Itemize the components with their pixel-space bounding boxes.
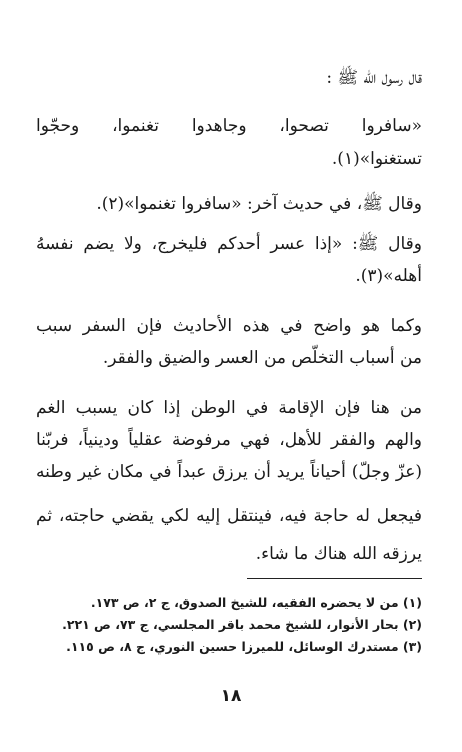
- body-line: أهله»(٣).: [355, 266, 422, 286]
- body-line: وكما هو واضح في هذه الأحاديث فإن السفر سبب: [36, 316, 422, 336]
- body-line: وقال ﷺ، في حديث آخر: «سافروا تغنموا»(٢).: [96, 194, 422, 214]
- body-line: والهم والفقر للأهل، فهي مرفوضة عقلياً ودينياً، فربّنا: [36, 430, 422, 450]
- body-line: «سافروا تصحوا، وجاهدوا تغنموا، وحجّوا: [36, 116, 422, 136]
- body-line: تستغنوا»(١).: [331, 149, 422, 169]
- body-line: يرزقه الله هناك ما شاء.: [255, 544, 422, 564]
- page-number: ١٨: [220, 686, 242, 706]
- body-line: وقال ﷺ: «إذا عسر أحدكم فليخرج، ولا يضم نفسهُ: [36, 234, 422, 254]
- footnote-separator: [247, 578, 422, 579]
- body-line: قال رسول الله ﷺ :: [326, 68, 422, 88]
- footnote-2: (٢) بحار الأنوار، للشيخ محمد باقر المجلسي، ج ٧٣، ص ٢٢١.: [62, 617, 422, 632]
- body-line: من أسباب التخلّص من العسر والضيق والفقر.: [102, 348, 422, 368]
- body-line: من هنا فإن الإقامة في الوطن إذا كان يسبب الغم: [36, 398, 422, 418]
- footnote-1: (١) من لا يحضره الفقيه، للشيخ الصدوق، ج ٢، ص ١٧٣.: [90, 595, 422, 610]
- body-line: (عزّ وجلّ) أحياناً يريد أن يرزق عبداً في مكان غير وطنه: [36, 462, 422, 482]
- body-line: فيجعل له حاجة فيه، فينتقل إليه لكي يقضي حاجته، ثم: [36, 506, 422, 526]
- footnote-3: (٣) مستدرك الوسائل، للميرزا حسين النوري، ج ٨، ص ١١٥.: [66, 639, 422, 654]
